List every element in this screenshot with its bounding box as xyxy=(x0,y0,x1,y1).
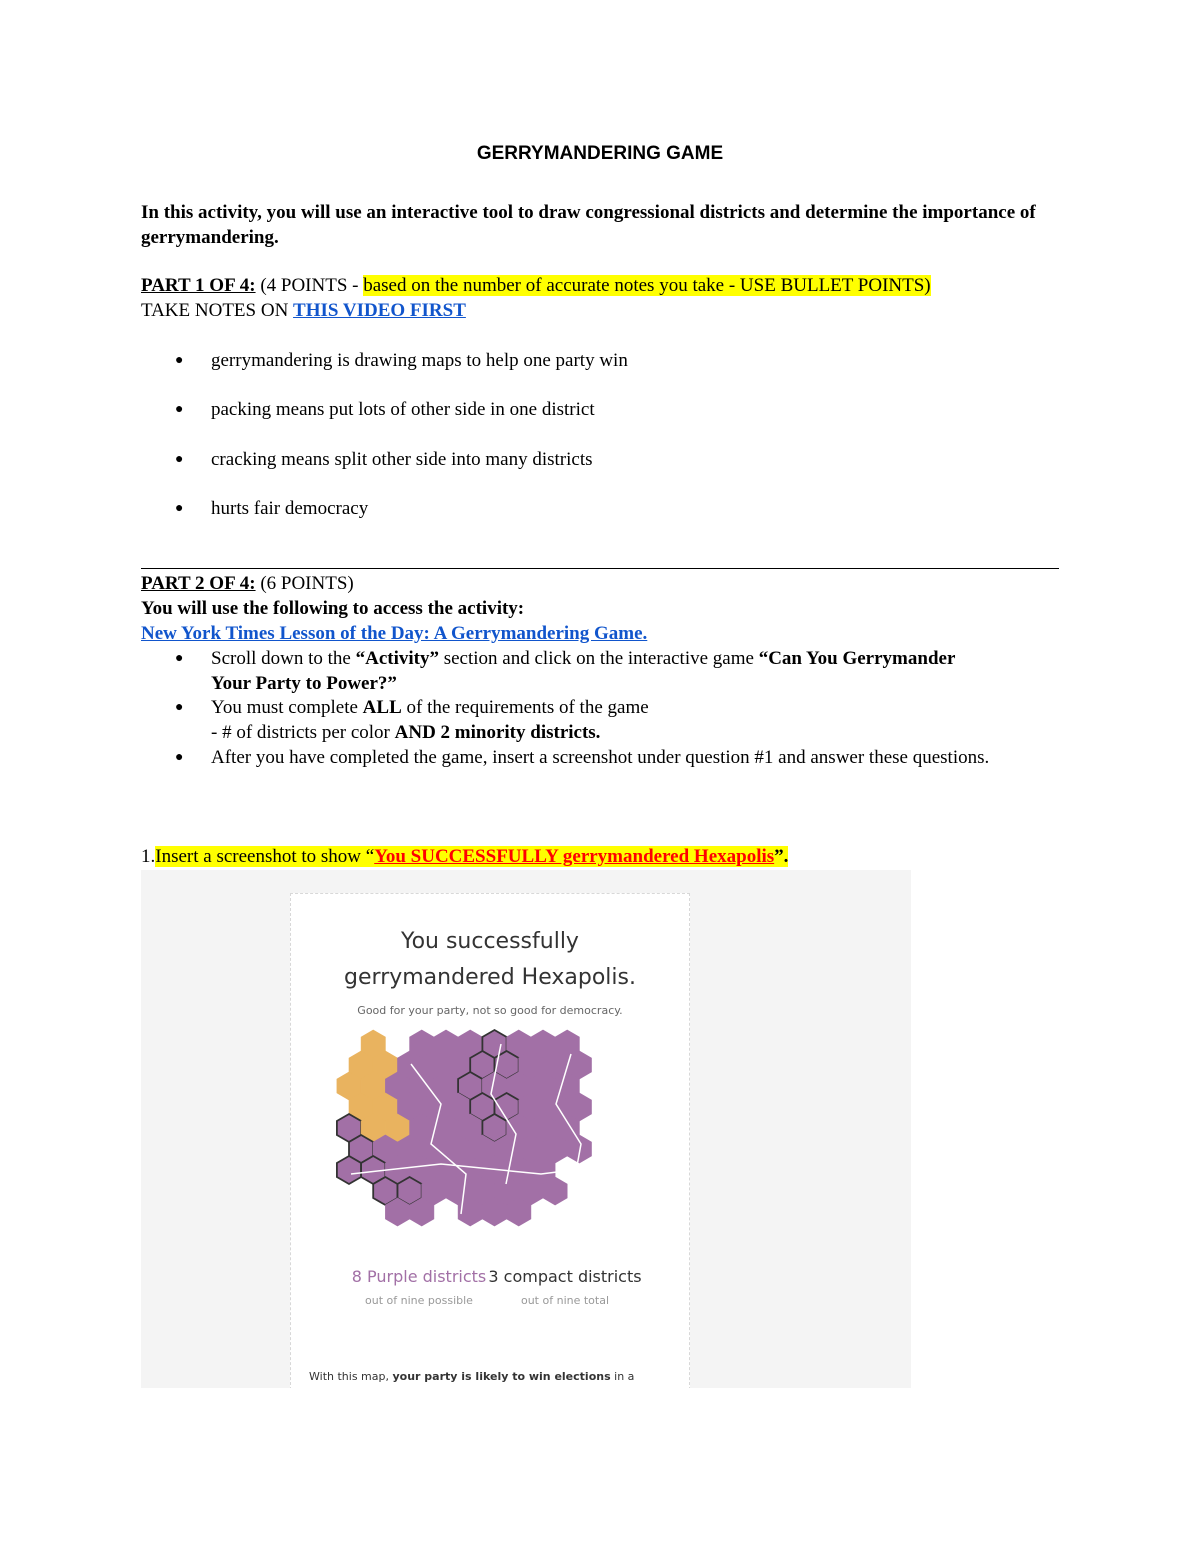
note-text: cracking means split other side into many districts xyxy=(211,449,593,470)
part2-points: (6 POINTS) xyxy=(260,573,354,594)
instruction-text: You must complete ALL of the requirements of the game - # of districts per color AND 2 minority districts. xyxy=(211,697,649,743)
part2-line xyxy=(141,571,354,596)
take-notes-line xyxy=(141,298,466,323)
compact-districts-stat: 3 compact districts out of nine total xyxy=(488,1267,642,1307)
bullet-icon: ● xyxy=(175,452,184,467)
bullet-icon: ● xyxy=(175,750,184,765)
hexapolis-map xyxy=(291,1024,689,1264)
question-1: 1.Insert a screenshot to show “You SUCCESSFULLY gerrymandered Hexapolis”. xyxy=(141,846,789,867)
nyt-lesson-link[interactable]: New York Times Lesson of the Day: A Gerrymandering Game. xyxy=(141,623,648,644)
document-title: GERRYMANDERING GAME xyxy=(476,143,724,164)
take-notes-label: TAKE NOTES ON xyxy=(141,300,294,321)
purple-districts-stat: 8 Purple districts out of nine possible xyxy=(351,1267,487,1307)
purple-hex-cell xyxy=(337,1156,361,1184)
video-link[interactable]: THIS VIDEO FIRST xyxy=(293,300,466,321)
intro-paragraph: In this activity, you will use an interactive tool to draw congressional districts and determine the importance of gerrymandering. xyxy=(141,202,1036,248)
bullet-icon: ● xyxy=(175,651,184,666)
note-text: gerrymandering is drawing maps to help one party win xyxy=(211,350,628,371)
part2-heading: PART 2 OF 4: xyxy=(141,573,256,594)
result-footer: With this map, your party is likely to win elections in a xyxy=(309,1370,635,1383)
instruction-text: Scroll down to the “Activity” section and click on the interactive game “Can You Gerrymander Your Party to Power?” xyxy=(211,648,956,694)
result-title: You successfully gerrymandered Hexapolis. xyxy=(344,929,636,990)
embedded-screenshot xyxy=(141,870,911,1388)
note-text: packing means put lots of other side in one district xyxy=(211,399,595,420)
result-card xyxy=(290,893,690,1388)
part1-points: (4 POINTS - xyxy=(260,275,364,296)
part1-points-highlight: based on the number of accurate notes you take - USE BULLET POINTS) xyxy=(363,275,931,296)
bullet-icon: ● xyxy=(175,501,184,516)
access-line: You will use the following to access the activity: xyxy=(141,598,525,619)
question-1-text: Insert a screenshot to show “You SUCCESSFULLY gerrymandered Hexapolis”. xyxy=(155,846,789,867)
bullet-icon: ● xyxy=(175,353,184,368)
result-subtitle: Good for your party, not so good for democracy. xyxy=(357,1004,623,1017)
part1-heading: PART 1 OF 4: xyxy=(141,275,256,296)
nyt-link-line xyxy=(141,621,647,646)
bullet-icon: ● xyxy=(175,402,184,417)
bullet-icon: ● xyxy=(175,700,184,715)
instruction-text: After you have completed the game, insert a screenshot under question #1 and answer these questions. xyxy=(211,747,990,768)
note-text: hurts fair democracy xyxy=(211,498,369,519)
section-divider xyxy=(141,568,1059,569)
part1-line xyxy=(141,273,931,298)
